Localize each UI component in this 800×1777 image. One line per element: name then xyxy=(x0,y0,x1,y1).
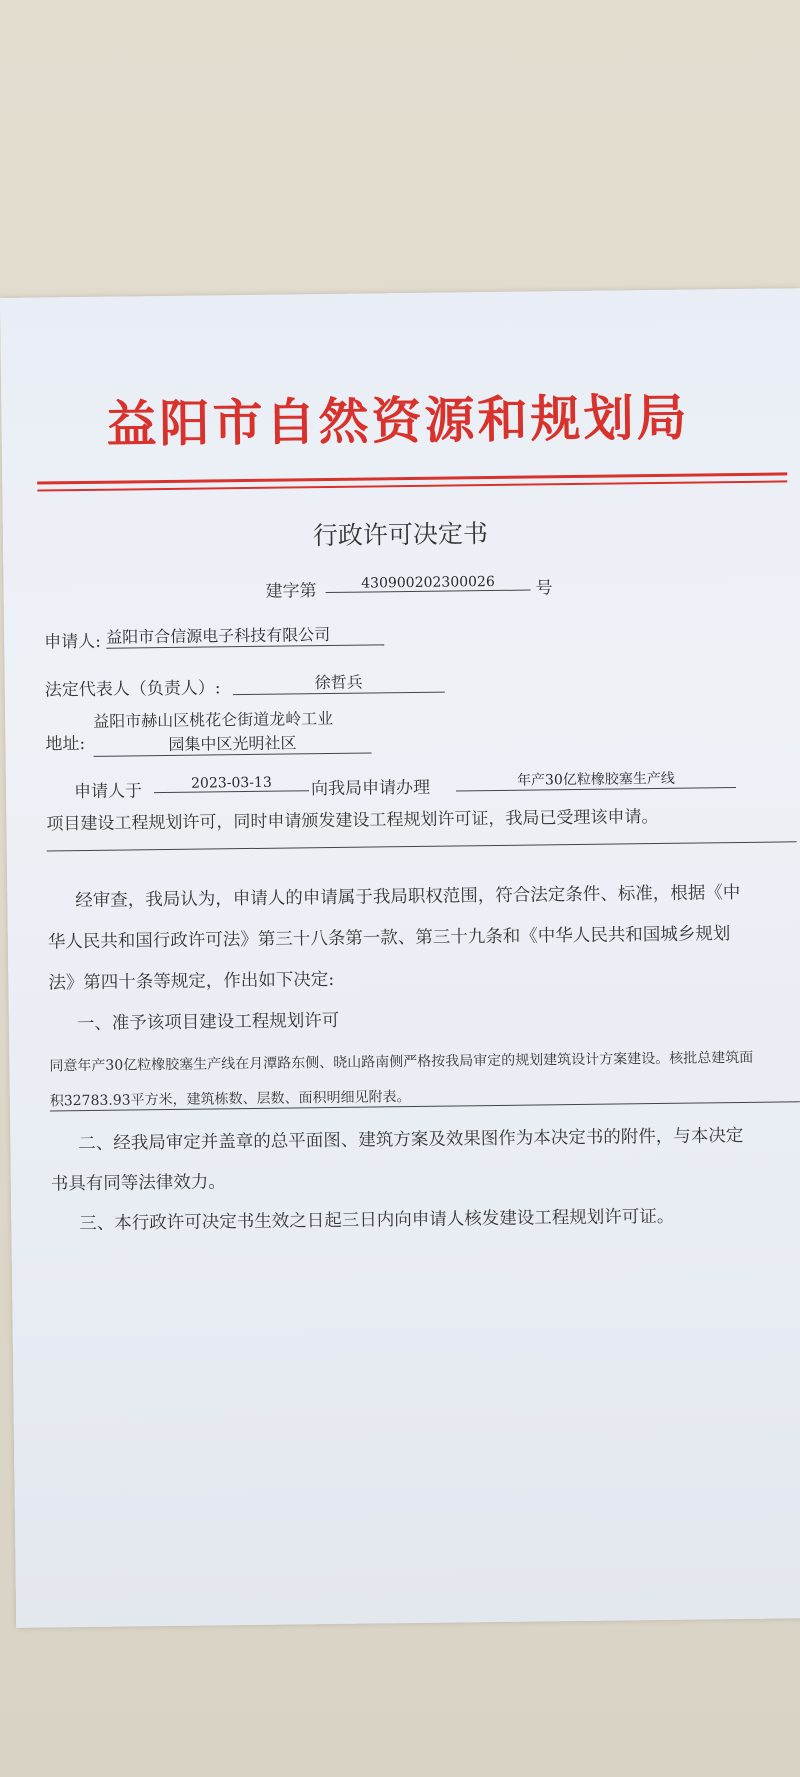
decision-2-line-1: 二、经我局审定并盖章的总平面图、建筑方案及效果图作为本决定书的附件，与本决定 xyxy=(78,1125,744,1155)
doc-number-suffix: 号 xyxy=(535,578,553,599)
permit-document xyxy=(0,288,800,1628)
legal-rep-label: 法定代表人（负责人）: xyxy=(44,678,221,701)
address-line-2: 园集中区光明社区 xyxy=(93,729,371,756)
application-tail: 项目建设工程规划许可，同时申请颁发建设工程规划许可证，我局已受理该申请。 xyxy=(46,806,659,835)
decision-1-heading: 一、准予该项目建设工程规划许可 xyxy=(76,1010,340,1035)
review-line-1: 经审查，我局认为，申请人的申请属于我局职权范围，符合法定条件、标准，根据《中 xyxy=(75,883,741,912)
document-title: 行政许可决定书 xyxy=(312,519,489,551)
decision-2-line-2: 书具有同等法律效力。 xyxy=(50,1172,226,1195)
applicant-label: 申请人: xyxy=(44,631,102,653)
review-line-3: 法》第四十条等规定，作出如下决定: xyxy=(48,969,335,994)
doc-number-value: 430900202300026 xyxy=(325,574,530,594)
decision-1-detail-2: 积32783.93平方米，建筑栋数、层数、面积明细见附表。 xyxy=(50,1081,800,1111)
doc-number-prefix: 建字第 xyxy=(265,581,317,602)
decision-1-detail-1: 同意年产30亿粒橡胶塞生产线在月潭路东侧、晓山路南侧严格按我局审定的规划建筑设计方案建设。核批总建筑面 xyxy=(49,1049,754,1075)
decision-3-line-1: 三、本行政许可决定书生效之日起三日内向申请人核发建设工程规划许可证。 xyxy=(79,1206,675,1235)
address-label: 地址: xyxy=(45,733,86,755)
address-line-1: 益阳市赫山区桃花仑街道龙岭工业 xyxy=(93,708,334,731)
issuer-masthead: 益阳市自然资源和规划局 xyxy=(106,388,690,454)
application-lead: 申请人于 xyxy=(73,781,143,803)
application-middle: 向我局申请办理 xyxy=(310,777,431,800)
application-date: 2023-03-13 xyxy=(154,774,309,793)
review-line-2: 华人民共和国行政许可法》第三十八条第一款、第三十九条和《中华人民共和国城乡规划 xyxy=(47,924,731,953)
applicant-value: 益阳市合信源电子科技有限公司 xyxy=(106,621,384,648)
legal-rep-value: 徐哲兵 xyxy=(233,669,445,696)
separator-line xyxy=(47,841,797,851)
project-name: 年产30亿粒橡胶塞生产线 xyxy=(456,767,736,791)
